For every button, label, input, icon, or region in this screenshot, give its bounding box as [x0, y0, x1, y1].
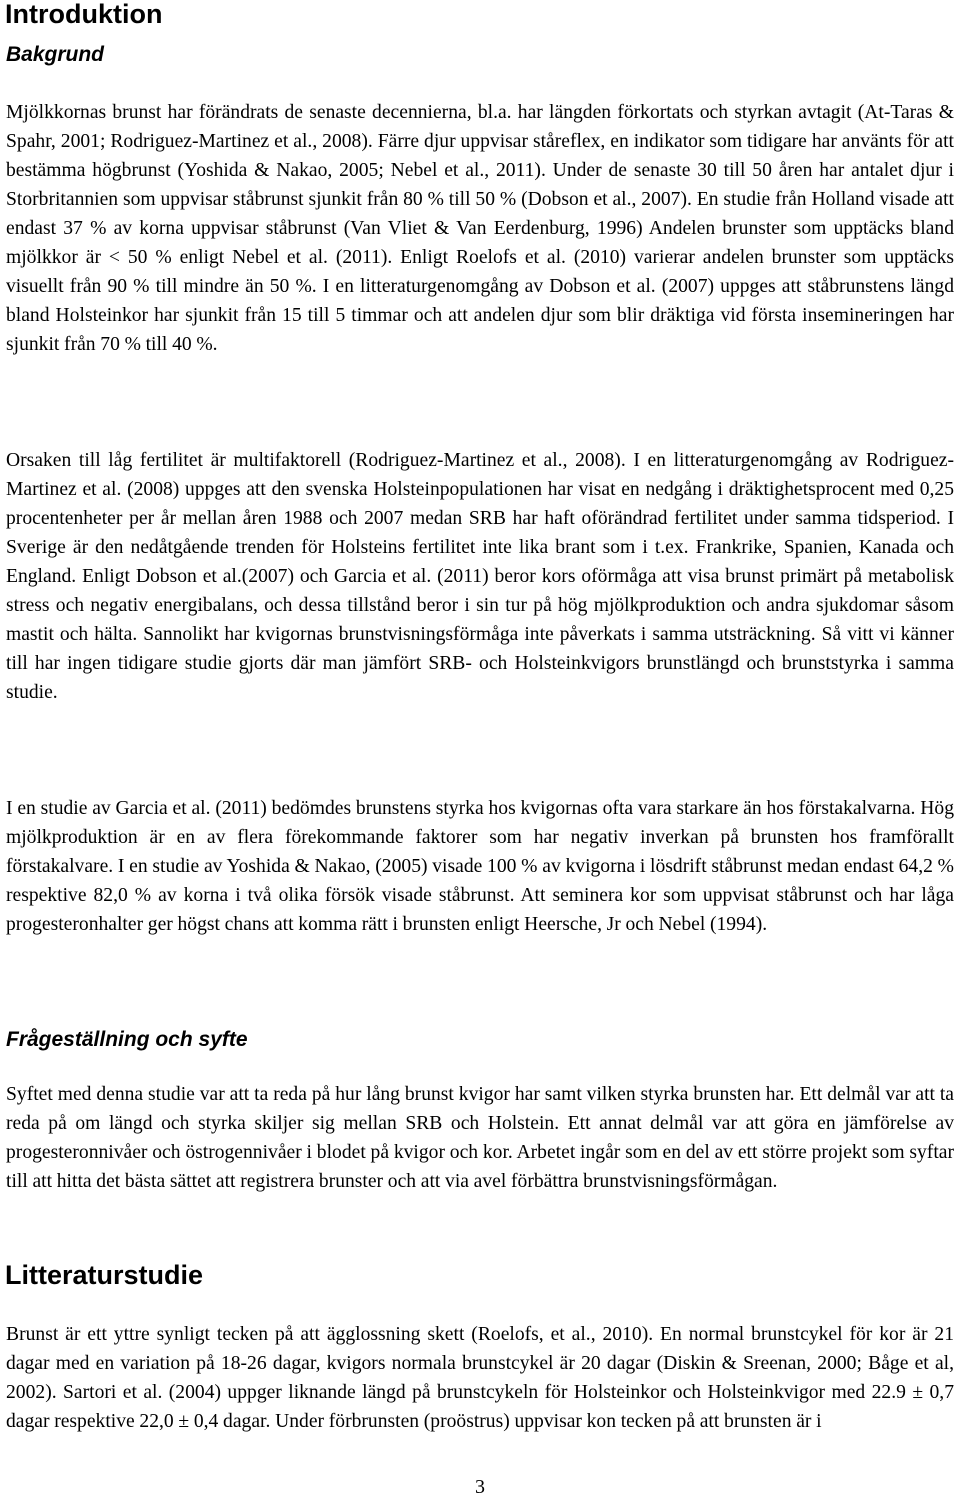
paragraph-background-2: Orsaken till låg fertilitet är multifaktorell (Rodriguez-Martinez et al., 2008). I en litteraturgenomgång av Rodriguez-Martinez et al. (2008) uppges att den svenska Holsteinpopulationen har visat en nedgång i dräktighetsprocent med 0,25 procentenheter per år mellan åren 1988 och 2007 medan SRB har haft oförändrad fertilitet under samma tidsperiod. I Sverige är den nedåtgående trenden för Holsteins fertilitet inte lika brant som i t.ex. Frankrike, Spanien, Kanada och England. Enligt Dobson et al.(2007) och Garcia et al. (2011) beror kors oförmåga att visa brunst primärt på metabolisk stress och negativ energibalans, och dessa tillstånd beror i sin tur på hög mjölkproduktion och andra sjukdomar såsom mastit och hälta. Sannolikt har kvigornas brunstvisningsförmåga inte påverkats i samma utsträckning. Så vitt vi känner till har ingen tidigare studie gjorts där man jämfört SRB- och Holsteinkvigors brunstlängd och brunststyrka i samma studie. [6, 450, 954, 703]
paragraph-syfte: Syftet med denna studie var att ta reda på hur lång brunst kvigor har samt vilken styrka brunsten har. Ett delmål var att ta reda på om längd och styrka skiljer sig mellan SRB och Holstein. Ett annat delmål var att göra en jämförelse av progesteronnivåer och östrogennivåer i blodet på kvigor och kor. Arbetet ingår som en del av ett större projekt som syftar till att hitta det bästa sättet att registrera brunster och att via avel förbättra brunstvisningsförmågan. [6, 1084, 954, 1192]
paragraph-background-1: Mjölkkornas brunst har förändrats de senaste decennierna, bl.a. har längden förkortats och styrkan avtagit (At-Taras & Spahr, 2001; Rodriguez-Martinez et al., 2008). Färre djur uppvisar ståreflex, en indikator som tidigare har använts för att bestämma högbrunst (Yoshida & Nakao, 2005; Nebel et al., 2011). Under de senaste 30 till 50 åren har antalet djur i Storbritannien som uppvisar ståbrunst sjunkit från 80 % till 50 % (Dobson et al., 2007). En studie från Holland visade att endast 37 % av korna uppvisar ståbrunst (Van Vliet & Van Eerdenburg, 1996) Andelen brunster som upptäcks bland mjölkkor är < 50 % enligt Nebel et al. (2011). Enligt Roelofs et al. (2010) varierar andelen brunster som upptäcks visuellt från 90 % till mindre än 50 %. I en litteraturgenomgång av Dobson et al. (2007) uppges att ståbrunstens längd bland Holsteinkor har sjunkit från 15 till 5 timmar och att andelen djur som blir dräktiga vid första insemineringen har sjunkit från 70 % till 40 %. [6, 102, 954, 355]
paragraph-background-3: I en studie av Garcia et al. (2011) bedömdes brunstens styrka hos kvigornas ofta vara starkare än hos förstakalvarna. Hög mjölkproduktion är en av flera förekommande faktorer som har negativ inverkan på brunsten hos framförallt förstakalvare. I en studie av Yoshida & Nakao, (2005) visade 100 % av kvigorna i lösdrift ståbrunst medan endast 64,2 % respektive 82,0 % av korna i två olika försök visade ståbrunst. Att seminera kor som uppvisat ståbrunst och har låga progesteronhalter ger högst chans att komma rätt i brunsten enligt Heersche, Jr och Nebel (1994). [6, 798, 954, 935]
heading-introduktion: Introduktion [5, 0, 163, 29]
heading-fragestallning: Frågeställning och syfte [6, 1028, 248, 1051]
paragraph-litteraturstudie: Brunst är ett yttre synligt tecken på att ägglossning skett (Roelofs, et al., 2010). En normal brunstcykel för kor är 21 dagar med en variation på 18-26 dagar, kvigors normala brunstcykel är 20 dagar (Diskin & Sreenan, 2000; Båge et al, 2002). Sartori et al. (2004) uppger liknande längd på brunstcykeln för Holsteinkor och Holsteinkvigor med 22.9 ± 0,7 dagar respektive 22,0 ± 0,4 dagar. Under förbrunsten (proöstrus) uppvisar kon tecken på att brunsten är i [6, 1324, 954, 1432]
heading-bakgrund: Bakgrund [6, 43, 105, 66]
page-number: 3 [475, 1476, 485, 1498]
heading-litteraturstudie: Litteraturstudie [5, 1260, 204, 1290]
